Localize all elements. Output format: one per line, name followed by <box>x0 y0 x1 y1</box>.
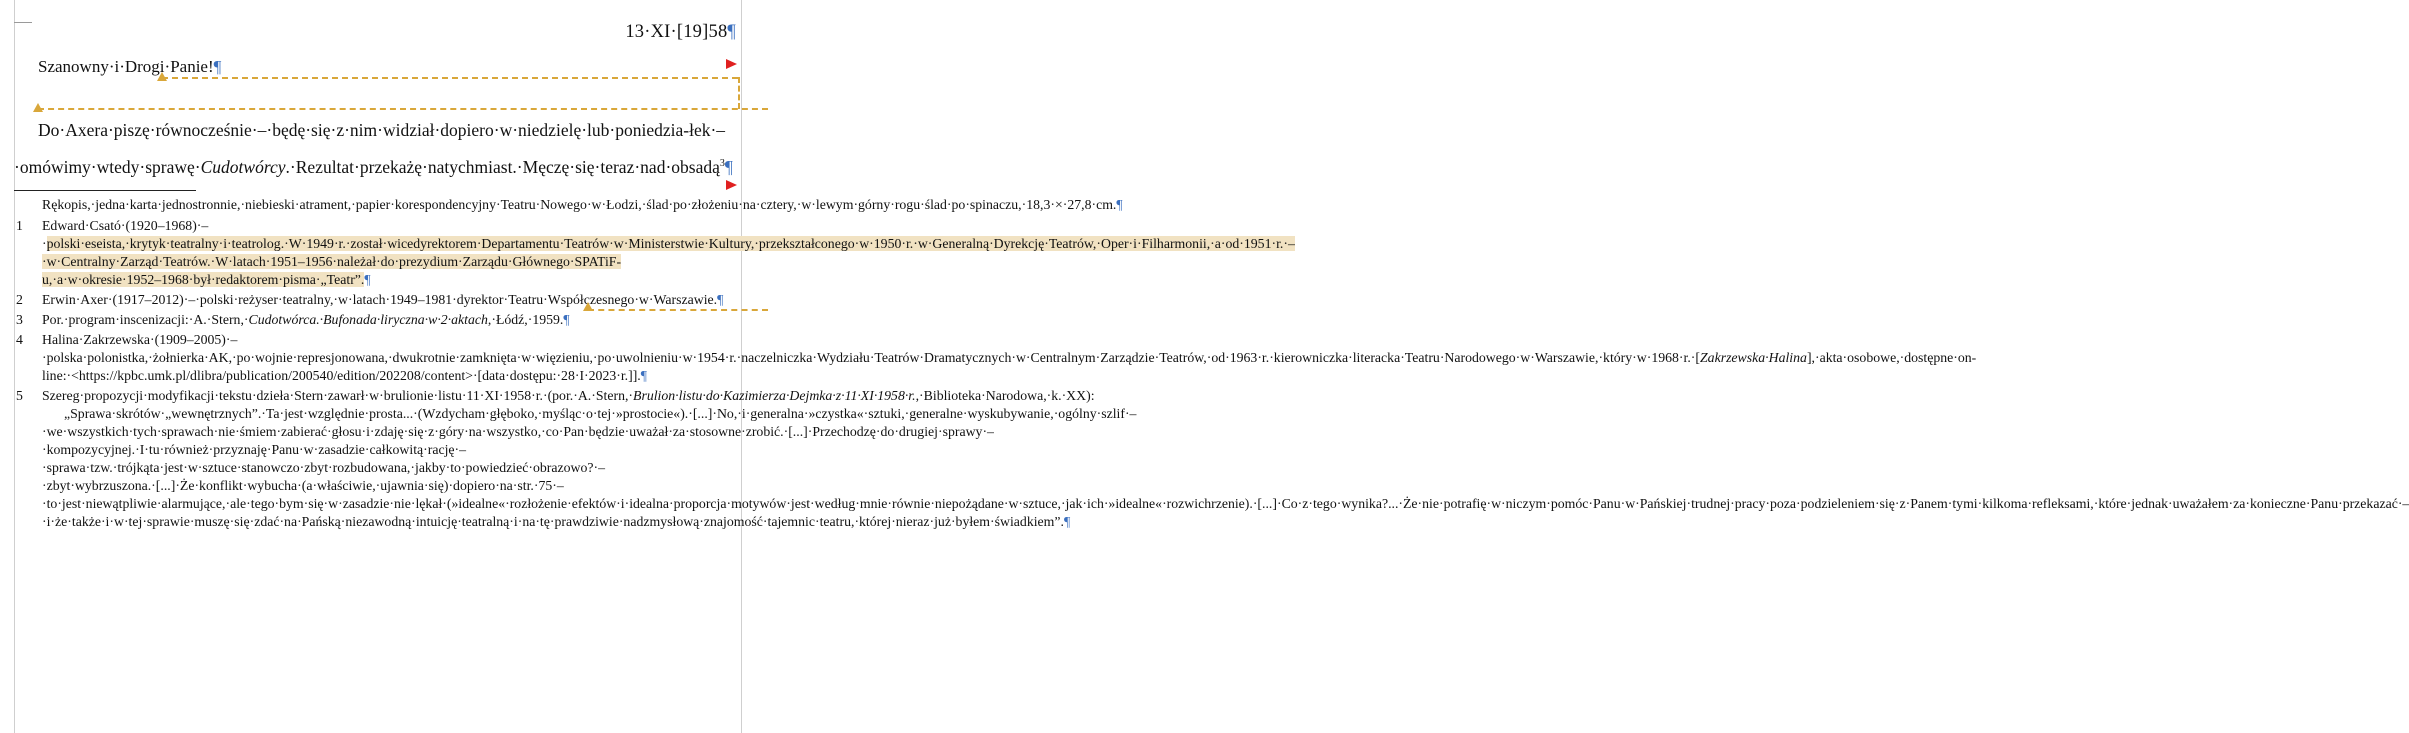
date-text: 13·XI·[19]58 <box>625 22 728 42</box>
footnote-lead: Edward·Csató·(1920–1968)·–· <box>42 218 209 251</box>
comment-flag-icon[interactable] <box>726 59 737 69</box>
track-change-line <box>588 309 768 311</box>
footnote-tail: ],·akta·osobowe,·dostępne·on-line:·<https://kpbc.umk.pl/dlibra/publication/200540/edition/202208/content>·[data·dostępu:·28·I·2023·r.]]. <box>42 350 1977 383</box>
letter-body[interactable] <box>14 114 740 189</box>
footnote-item[interactable] <box>16 311 738 329</box>
footnote-item[interactable] <box>16 196 1123 214</box>
pilcrow-mark: ¶ <box>640 368 648 383</box>
track-change-line <box>162 77 738 79</box>
footnote-tail: ,·Biblioteka·Narodowa,·k.·XX): <box>915 388 1095 403</box>
track-change-anchor-icon[interactable] <box>583 302 593 311</box>
pilcrow-mark: ¶ <box>563 312 570 327</box>
footnote-number: 1 <box>16 218 23 233</box>
pilcrow-mark: ¶ <box>213 57 222 76</box>
footnote-quote[interactable] <box>16 405 2409 531</box>
track-change-line <box>38 108 768 110</box>
comment-flag-icon[interactable] <box>726 180 737 190</box>
footnote-ref[interactable]: 3 <box>719 158 725 169</box>
quote-text: „Sprawa·skrótów·„wewnętrznych”.·Ta·jest·względnie·prosta...·(Wzdycham·głęboko,·myśląc·o·tej·»prostocie«).·[...]·No,·i·generalna·»czystka«·sztuki,·generalne·wyskubywanie,·ogólny·szlif·–·we·wszystkich·tych·sprawach·nie·śmiem·zabierać·głosu·i·zdaję·się·z·góry·na·wszystko,·co·Pan·będzie·uważał·za·stosowne·zrobić.·[...]·Przechodzę·do·drugiej·sprawy·–·kompozycyjnej.·I·tu·również·przyznaję·Panu·w·zasadzie·całkowitą·rację·–·sprawa·tzw.·trójkąta·jest·w·sztuce·stanowczo·zbyt·rozbudowana,·jakby·to·powiedzieć·obrazowo?·–·zbyt·wybrzuszona.·[...]·Że·konflikt·wybucha·(a·właściwie,·ujawnia·się)·dopiero·na·str.·75·–·to·jest·niewątpliwie·alarmujące,·ale·tego·bym·się·w·zasadzie·nie·lękał·(»idealne«·rozłożenie·efektów·i·idealna·proporcja·motywów·jest·według·mnie·równie·niepożądane·w·sztuce,·jak·ich·»idealne«·rozwichrzenie).·[...]·Co·z·tego·wynika?...·Że·nie·potrafię·w·niczym·pomóc·Panu·w·Pańskiej·trudnej·pracy·poza·podzieleniem·się·z·Panem·tymi·kilkoma·refleksami,·które·jednak·uważałem·za·konieczne·Panu·przekazać·–·i·że·także·i·w·tej·sprawie·muszę·się·zdać·na·Pańską·niezawodną·intuicję·teatralną·i·na·tę·prawdziwie·nadzmysłową·znajomość·tajemnic·teatru,·której·nieraz·już·byłem·świadkiem”. <box>42 406 2409 529</box>
footnote-item[interactable] <box>16 331 1977 385</box>
footnote-lead: Szereg·propozycji·modyfikacji·tekstu·dzieła·Stern·zawarł·w·brulionie·listu·11·XI·1958·r.·(por.·A.·Stern,· <box>42 388 634 403</box>
track-change-anchor-icon[interactable] <box>157 72 167 81</box>
footnotes-section <box>16 196 2409 531</box>
pilcrow-mark: ¶ <box>727 22 736 42</box>
page-corner-mark <box>14 22 32 23</box>
body-text-prefix: Do·Axera·piszę·równocześnie·–·będę·się·z·nim·widział·dopiero·w·niedzielę·lub·poniedzia-łek·–·omówimy·wtedy·sprawę· <box>14 120 726 177</box>
track-change-anchor-icon[interactable] <box>33 103 43 112</box>
footnote-number: 5 <box>16 388 23 403</box>
letter-date[interactable] <box>625 22 736 43</box>
footnote-number: 4 <box>16 332 23 347</box>
highlighted-text[interactable]: polski·eseista,·krytyk·teatralny·i·teatrolog.·W·1949·r.·został·wicedyrektorem·Departamentu·Teatrów·w·Ministerstwie·Kultury,·przekształconego·w·1950·r.·w·Generalną·Dyrekcję·Teatrów,·Oper·i·Filharmonii,·a·od·1951·r.·–·w·Centralny·Zarząd·Teatrów.·W·latach·1951–1956·należał·do·prezydium·Zarządu·Głównego·SPATiF-u,·a·w·okresie·1952–1968·był·redaktorem·pisma·„Teatr”. <box>42 236 1295 287</box>
pilcrow-mark: ¶ <box>364 272 371 287</box>
footnote-separator <box>14 190 196 191</box>
pilcrow-mark: ¶ <box>717 292 724 307</box>
footnote-text: Rękopis,·jedna·karta·jednostronnie,·niebieski·atrament,·papier·korespondencyjny·Teatru·Nowego·w·Łodzi,·ślad·po·złożeniu·na·cztery,·w·lewym·górny·rogu·ślad·po·spinaczu,·18,3·×·27,8·cm. <box>42 197 1117 212</box>
footnote-number: 3 <box>16 312 23 327</box>
footnote-text: Erwin·Axer·(1917–2012)·–·polski·reżyser·teatralny,·w·latach·1949–1981·dyrektor·Teatru·Współczesnego·w·Warszawie. <box>42 292 718 307</box>
footnote-italic: Cudotwórca.·Bufonada·liryczna·w·2·aktach <box>248 312 488 327</box>
pilcrow-mark: ¶ <box>1063 514 1071 529</box>
play-title: Cudotwórcy <box>200 156 286 177</box>
salutation-text: Szanowny·i·Drogi·Panie! <box>38 57 214 76</box>
footnote-lead: Halina·Zakrzewska·(1909–2005)·–·polska·polonistka,·żołnierka·AK,·po·wojnie·represjonowana,·dwukrotnie·zamknięta·w·więzieniu,·po·uwolnieniu·w·1954·r.·naczelniczka·Wydziału·Teatrów·Dramatycznych·w·Centralnym·Zarządzie·Teatrów,·od·1963·r.·kierowniczka·literacka·Teatru·Narodowego·w·Warszawie,·który·w·1968·r.·[ <box>42 332 1700 365</box>
footnote-italic: Zakrzewska·Halina <box>1700 350 1807 365</box>
footnote-item[interactable] <box>16 387 1095 405</box>
pilcrow-mark: ¶ <box>724 156 733 177</box>
footnote-lead: Por.·program·inscenizacji:·A.·Stern,· <box>42 312 249 327</box>
footnote-italic: Brulion·listu·do·Kazimierza·Dejmka·z·11·XI·1958·r. <box>633 388 916 403</box>
track-change-line <box>738 77 740 109</box>
footnote-tail: ,·Łódź,·1959. <box>487 312 564 327</box>
footnote-item[interactable] <box>16 217 1295 289</box>
footnote-number: 2 <box>16 292 23 307</box>
letter-salutation[interactable] <box>38 57 221 77</box>
body-text-suffix: .·Rezultat·przekażę·natychmiast.·Męczę·się·teraz·nad·obsadą <box>285 156 720 177</box>
footnote-item[interactable] <box>16 291 738 309</box>
pilcrow-mark: ¶ <box>1116 197 1123 212</box>
